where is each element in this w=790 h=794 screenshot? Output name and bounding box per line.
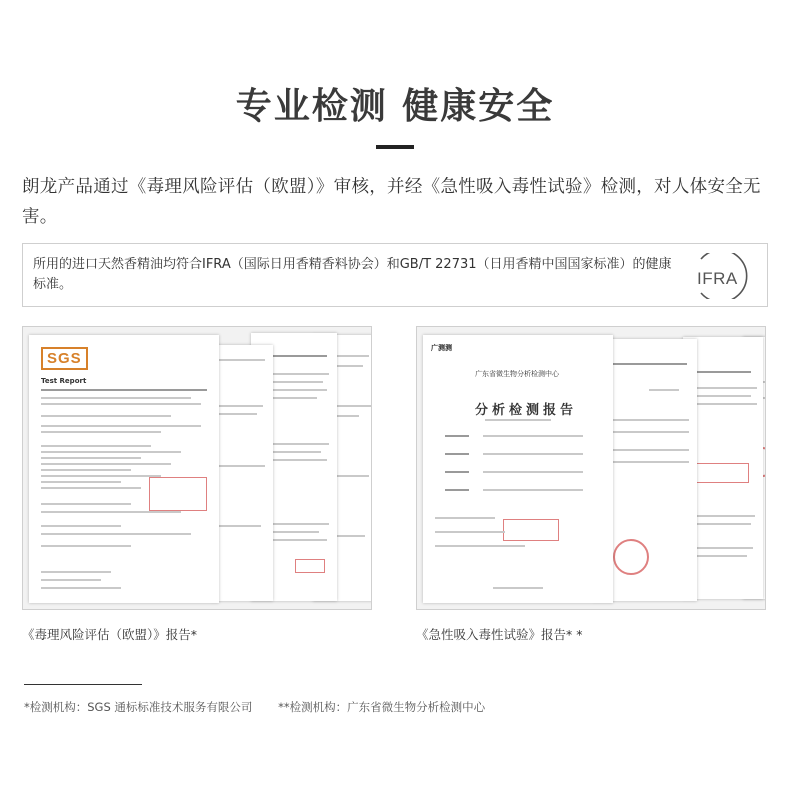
- footnote-divider: [24, 684, 142, 685]
- footnote-gdmc: **检测机构：广东省微生物分析检测中心: [278, 700, 486, 714]
- sgs-report-caption: 《毒理风险评估（欧盟）》报告*: [22, 627, 198, 642]
- gz-logo-icon: 广测测: [431, 344, 452, 352]
- footnotes: [24, 699, 507, 715]
- intro-text: 朗龙产品通过《毒理风险评估（欧盟）》审核，并经《急性吸入毒性试验》检测，对人体安全无害。: [22, 177, 761, 227]
- footnote-sgs: *检测机构：SGS 通标标准技术服务有限公司: [24, 700, 253, 714]
- org-name: 广东省微生物分析检测中心: [475, 370, 559, 378]
- sgs-logo-icon: SGS: [41, 347, 88, 370]
- page-title: 专业检测 健康安全: [235, 86, 555, 127]
- ifra-logo-icon: [693, 253, 753, 299]
- report-page-1: [29, 335, 219, 603]
- ifra-notice-text: 所用的进口天然香精油均符合IFRA（国际日用香精香料协会）和GB/T 22731（日用香精中国国家标准）的健康标准。: [33, 257, 672, 292]
- report-page-1b: [211, 345, 273, 601]
- report-title: 分析检测报告: [475, 403, 578, 418]
- report-page-1: [423, 335, 613, 603]
- svg-text:IFRA: IFRA: [697, 269, 738, 288]
- ifra-notice-box: [22, 243, 768, 307]
- sgs-report-preview[interactable]: [22, 326, 372, 610]
- gz-report-preview[interactable]: [416, 326, 766, 610]
- report-header: Test Report: [41, 377, 87, 385]
- title-underline: [376, 145, 414, 149]
- gz-report-caption: 《急性吸入毒性试验》报告* *: [416, 627, 583, 642]
